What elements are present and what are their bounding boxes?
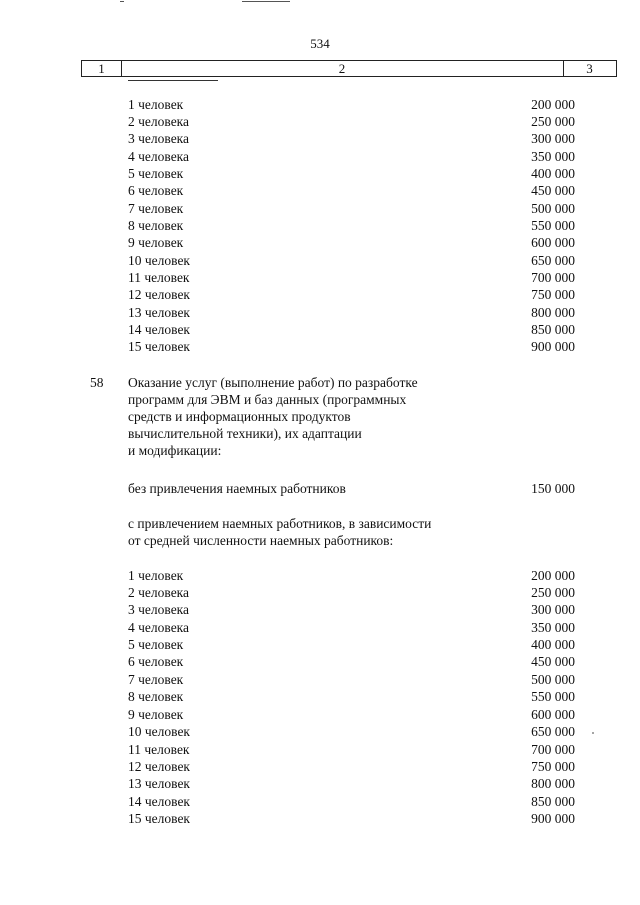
table-row xyxy=(0,688,640,705)
table-row xyxy=(0,217,640,234)
table-row xyxy=(0,636,640,653)
row-value: 750 000 xyxy=(531,759,575,774)
item-title-line: вычислительной техники), их адаптации xyxy=(128,426,362,441)
row-value: 500 000 xyxy=(531,201,575,216)
row-value: 250 000 xyxy=(531,585,575,600)
column-header-3: 3 xyxy=(586,61,593,76)
table-row xyxy=(0,758,640,775)
row-value: 900 000 xyxy=(531,811,575,826)
row-label: 7 человек xyxy=(128,201,184,216)
row-label: 6 человек xyxy=(128,183,184,198)
table-row xyxy=(0,200,640,217)
table-row xyxy=(0,252,640,269)
scan-artifact-line xyxy=(242,1,290,2)
table-row xyxy=(0,148,640,165)
with-workers-text xyxy=(128,515,488,549)
row-label: 6 человек xyxy=(128,654,184,669)
row-value: 400 000 xyxy=(531,166,575,181)
header-underline xyxy=(128,80,218,81)
item-title-line: и модификации: xyxy=(128,443,222,458)
row-label: 10 человек xyxy=(128,253,190,268)
row-label: 12 человек xyxy=(128,287,190,302)
row-value: 650 000 xyxy=(531,724,575,739)
row-value: 200 000 xyxy=(531,97,575,112)
table-row xyxy=(0,793,640,810)
row-value: 700 000 xyxy=(531,742,575,757)
row-value: 800 000 xyxy=(531,305,575,320)
row-label: 11 человек xyxy=(128,742,190,757)
item-title-line: Оказание услуг (выполнение работ) по разработке xyxy=(128,375,418,390)
table-row xyxy=(0,567,640,584)
row-label: 11 человек xyxy=(128,270,190,285)
table-row xyxy=(0,234,640,251)
row-label: 15 человек xyxy=(128,339,190,354)
table-row xyxy=(0,601,640,618)
row-label: 13 человек xyxy=(128,776,190,791)
table-row xyxy=(0,96,640,113)
item-number: 58 xyxy=(90,375,104,390)
row-value: 550 000 xyxy=(531,218,575,233)
row-label: 5 человек xyxy=(128,166,184,181)
with-workers-line: от средней численности наемных работников: xyxy=(128,533,394,548)
with-workers-line: с привлечением наемных работников, в зависимости xyxy=(128,516,432,531)
column-header-row xyxy=(81,60,617,77)
item-title xyxy=(128,374,488,459)
row-label: 15 человек xyxy=(128,811,190,826)
table-row xyxy=(0,653,640,670)
row-label: 14 человек xyxy=(128,322,190,337)
table-row xyxy=(0,338,640,355)
table-row xyxy=(0,286,640,303)
row-value: 850 000 xyxy=(531,322,575,337)
table-row xyxy=(0,723,640,740)
row-value: 300 000 xyxy=(531,602,575,617)
row-value: 450 000 xyxy=(531,654,575,669)
column-header-1: 1 xyxy=(82,61,122,76)
row-label: 5 человек xyxy=(128,637,184,652)
row-value: 450 000 xyxy=(531,183,575,198)
table-row xyxy=(0,706,640,723)
row-label: 12 человек xyxy=(128,759,190,774)
table-row xyxy=(0,741,640,758)
row-value: 350 000 xyxy=(531,620,575,635)
page-number: 534 xyxy=(310,36,330,51)
row-value: 300 000 xyxy=(531,131,575,146)
row-value: 150 000 xyxy=(531,481,575,496)
row-value: 800 000 xyxy=(531,776,575,791)
row-label: 9 человек xyxy=(128,707,184,722)
table-row xyxy=(0,584,640,601)
row-value: 400 000 xyxy=(531,637,575,652)
table-row xyxy=(0,810,640,827)
row-value: 900 000 xyxy=(531,339,575,354)
item-title-line: программ для ЭВМ и баз данных (программных xyxy=(128,392,407,407)
row-label: 2 человека xyxy=(128,585,190,600)
table-row xyxy=(0,165,640,182)
row-label: 2 человека xyxy=(128,114,190,129)
row-label: 3 человека xyxy=(128,602,190,617)
row-value: 650 000 xyxy=(531,253,575,268)
row-value: 550 000 xyxy=(531,689,575,704)
row-label: 4 человека xyxy=(128,149,190,164)
row-label: 4 человека xyxy=(128,620,190,635)
row-value: 350 000 xyxy=(531,149,575,164)
row-label: 1 человек xyxy=(128,97,184,112)
row-value: 600 000 xyxy=(531,235,575,250)
table-row xyxy=(0,269,640,286)
row-label: 8 человек xyxy=(128,689,184,704)
row-label: без привлечения наемных работников xyxy=(128,481,346,496)
scan-artifact-line xyxy=(120,1,124,2)
row-label: 7 человек xyxy=(128,672,184,687)
table-row xyxy=(0,304,640,321)
scan-speck xyxy=(592,732,594,734)
table-row xyxy=(0,113,640,130)
row-value: 850 000 xyxy=(531,794,575,809)
table-row xyxy=(0,671,640,688)
row-value: 500 000 xyxy=(531,672,575,687)
row-label: 8 человек xyxy=(128,218,184,233)
table-row xyxy=(0,321,640,338)
no-workers-row xyxy=(0,480,640,497)
table-row xyxy=(0,775,640,792)
row-value: 750 000 xyxy=(531,287,575,302)
row-label: 1 человек xyxy=(128,568,184,583)
column-header-2: 2 xyxy=(121,61,564,76)
table-row xyxy=(0,619,640,636)
table-row xyxy=(0,130,640,147)
row-value: 250 000 xyxy=(531,114,575,129)
row-value: 600 000 xyxy=(531,707,575,722)
row-label: 3 человека xyxy=(128,131,190,146)
row-label: 10 человек xyxy=(128,724,190,739)
table-row xyxy=(0,182,640,199)
row-label: 14 человек xyxy=(128,794,190,809)
row-value: 200 000 xyxy=(531,568,575,583)
row-label: 13 человек xyxy=(128,305,190,320)
row-value: 700 000 xyxy=(531,270,575,285)
row-label: 9 человек xyxy=(128,235,184,250)
item-title-line: средств и информационных продуктов xyxy=(128,409,351,424)
